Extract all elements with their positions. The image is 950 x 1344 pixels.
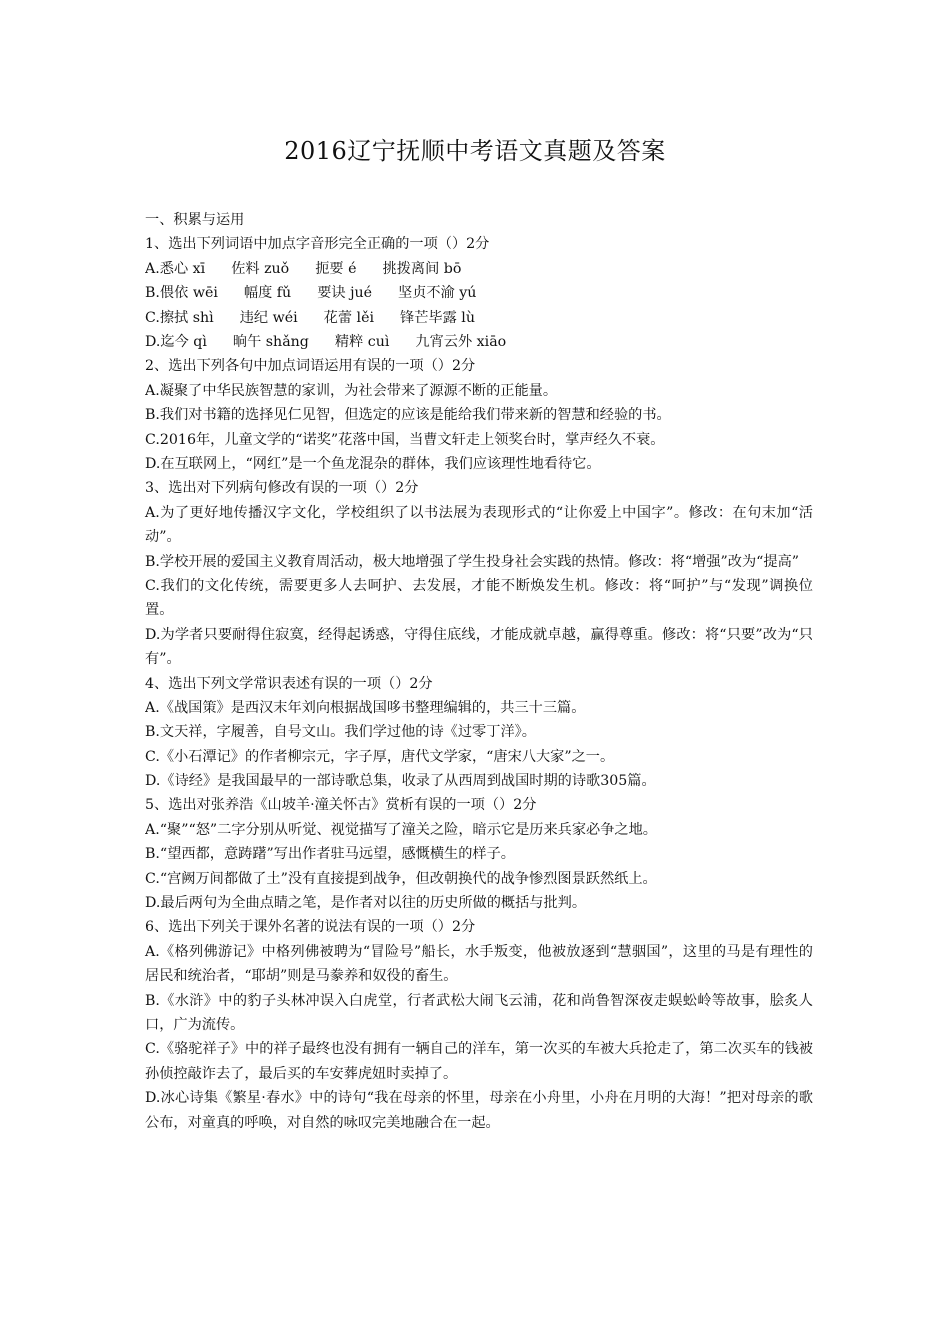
question-5-stem: 5、选出对张养浩《山坡羊·潼关怀古》赏析有误的一项（）2分 (145, 797, 537, 814)
question-2-option-b: B.我们对书籍的选择见仁见智，但选定的应该是能给我们带来新的智慧和经验的书。 (145, 407, 671, 424)
question-2-option-a: A.凝聚了中华民族智慧的家训，为社会带来了源源不断的正能量。 (145, 382, 558, 399)
question-4-option-a: A.《战国策》是西汉末年刘向根据战国哆书整理编辑的，共三十三篇。 (145, 699, 586, 716)
question-3-option-c: C.我们的文化传统，需要更多人去呵护、去发展，才能不断焕发生机。修改：将“呵护”与“发现”调换位置。 (145, 577, 813, 619)
page-title: 2016辽宁抚顺中考语文真题及答案 (284, 137, 666, 165)
option-word: B.偎依 wēi (145, 285, 218, 302)
option-word: 锋芒毕露 lù (400, 309, 475, 326)
question-4-stem: 4、选出下列文学常识表述有误的一项（）2分 (145, 675, 433, 692)
question-4-option-d: D.《诗经》是我国最早的一部诗歌总集，收录了从西周到战国时期的诗歌305篇。 (145, 773, 656, 790)
question-1-option-d (145, 330, 813, 354)
question-3-option-b: B.学校开展的爱国主义教育周活动，极大地增强了学生投身社会实践的热情。修改：将“增强”改为“提高” (145, 553, 800, 570)
question-1-option-b (145, 281, 813, 305)
question-6-option-a: A.《格列佛游记》中格列佛被聘为“冒险号”船长，水手叛变，他被放逐到“慧骃国”，这里的马是有理性的居民和统治者，“耶胡”则是马豢养和奴役的畜生。 (145, 943, 813, 985)
question-6-option-d: D.冰心诗集《繁星·春水》中的诗句“我在母亲的怀里，母亲在小舟里，小舟在月明的大海！”把对母亲的歌公布，对童真的呼唤，对自然的咏叹完美地融合在一起。 (145, 1090, 813, 1131)
question-2-option-d: D.在互联网上，“网红”是一个鱼龙混杂的群体，我们应该理性地看待它。 (145, 455, 601, 472)
option-word: 精粹 cuì (334, 333, 390, 350)
document-body (145, 208, 813, 1135)
option-word: 违纪 wéi (239, 309, 298, 326)
option-word: D.迄今 qì (145, 333, 207, 350)
section-heading: 一、积累与运用 (145, 212, 245, 228)
option-word: A.悉心 xī (145, 260, 206, 277)
question-6-stem: 6、选出下列关于课外名著的说法有误的一项（）2分 (145, 919, 476, 936)
question-4-option-c: C.《小石潭记》的作者柳宗元，字子厚，唐代文学家，“唐宋八大家”之一。 (145, 748, 615, 765)
question-1-option-a (145, 257, 813, 281)
option-word: 坚贞不渝 yú (398, 285, 477, 302)
question-6-option-b: B.《水浒》中的豹子头林冲误入白虎堂，行者武松大闹飞云浦，花和尚鲁智深夜走蜈蚣岭等故事，脍炙人口，广为流传。 (145, 992, 813, 1034)
option-word: 扼要 é (315, 260, 357, 277)
question-3-option-d: D.为学者只要耐得住寂寞，经得起诱惑，守得住底线，才能成就卓越，赢得尊重。修改：将“只要”改为“只有”。 (145, 626, 813, 668)
question-2-stem: 2、选出下列各句中加点词语运用有误的一项（）2分 (145, 358, 476, 375)
question-2-option-c: C.2016年，儿童文学的“诺奖”花落中国，当曹文轩走上领奖台时，掌声经久不衰。 (145, 431, 665, 448)
question-3-option-a: A.为了更好地传播汉字文化，学校组织了以书法展为表现形式的“让你爱上中国字”。修改：在句末加“活动”。 (145, 504, 813, 546)
question-5-option-b: B.“望西都，意踌躇”写出作者驻马远望，感慨横生的样子。 (145, 846, 515, 863)
question-1-stem: 1、选出下列词语中加点字音形完全正确的一项（）2分 (145, 236, 490, 253)
option-word: 幅度 fǔ (243, 285, 292, 302)
option-word: 晌午 shǎng (232, 333, 309, 350)
option-word: 花蕾 lěi (323, 309, 375, 326)
question-1-option-c (145, 306, 813, 330)
option-word: C.擦拭 shì (145, 309, 214, 326)
question-6-option-c: C.《骆驼祥子》中的祥子最终也没有拥有一辆自己的洋车，第一次买的车被大兵抢走了，第二次买车的钱被孙侦控敲诈去了，最后买的车安葬虎妞时卖掉了。 (145, 1041, 813, 1082)
option-word: 要诀 jué (317, 285, 373, 302)
question-3-stem: 3、选出对下列病句修改有误的一项（）2分 (145, 480, 419, 497)
option-word: 佐料 zuǒ (231, 260, 290, 277)
question-4-option-b: B.文天祥，字履善，自号文山。我们学过他的诗《过零丁洋》。 (145, 724, 536, 741)
option-word: 九宵云外 xiāo (415, 333, 507, 350)
question-5-option-a: A.“聚”“怒”二字分别从听觉、视觉描写了潼关之险，暗示它是历来兵家必争之地。 (145, 821, 657, 838)
question-5-option-d: D.最后两句为全曲点睛之笔，是作者对以往的历史所做的概括与批判。 (145, 895, 587, 912)
question-5-option-c: C.“宫阙万间都做了土”没有直接提到战争，但改朝换代的战争惨烈图景跃然纸上。 (145, 870, 657, 887)
option-word: 挑拨离间 bō (382, 260, 462, 277)
